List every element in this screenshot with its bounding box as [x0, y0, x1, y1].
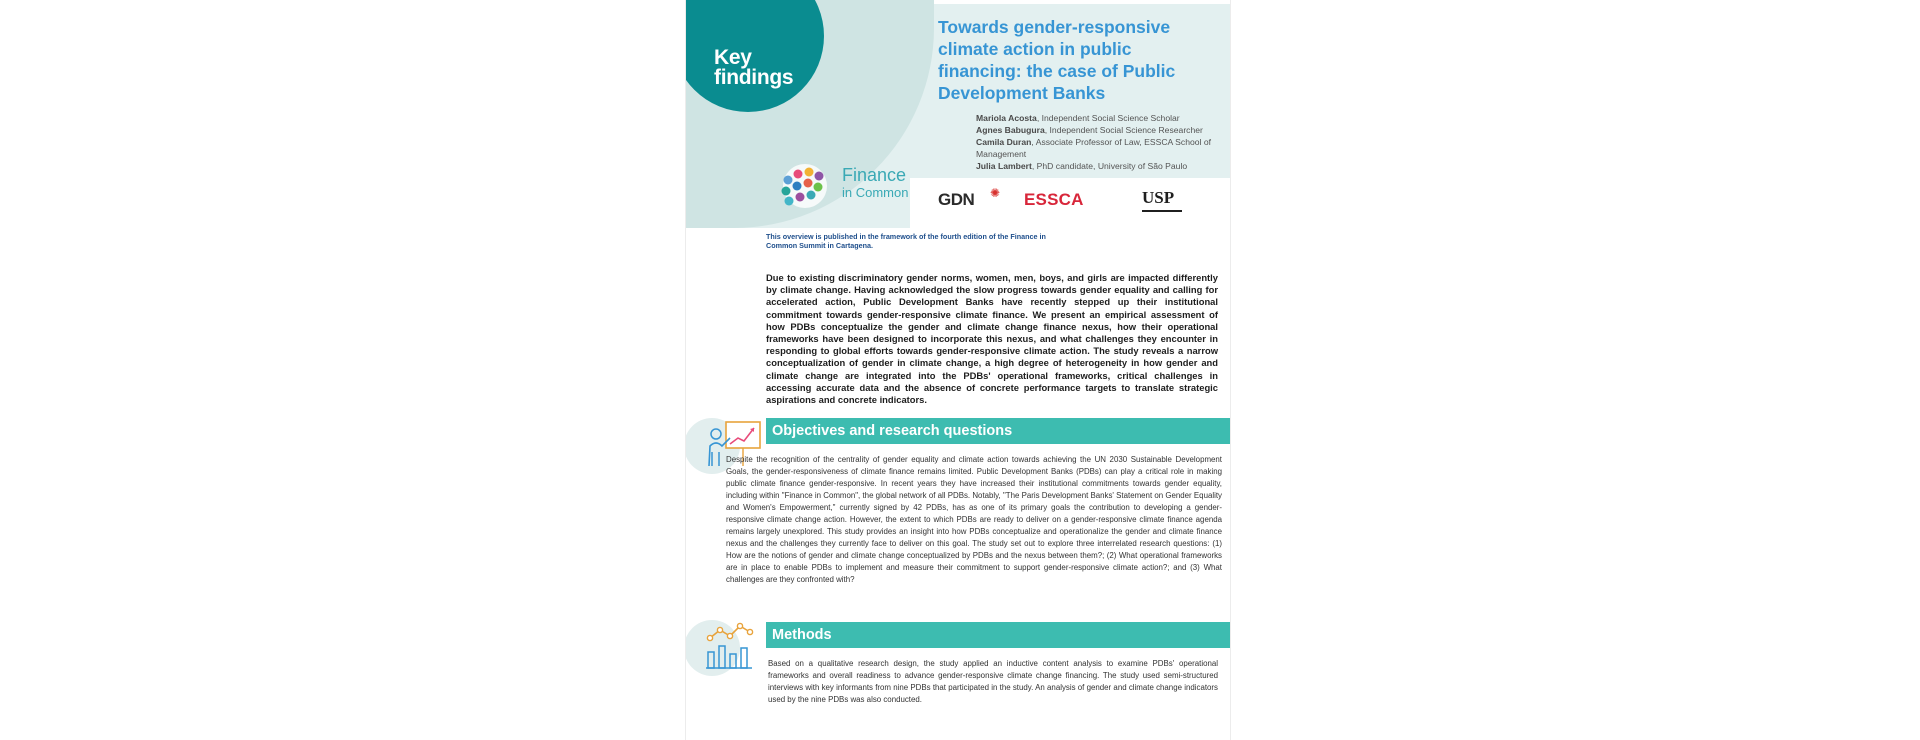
- author-list: [976, 112, 1220, 172]
- overview-note: This overview is published in the framework of the fourth edition of the Finance in Common Summit in Cartagena.: [766, 232, 1046, 250]
- document-title: Towards gender-responsive climate action in public financing: the case of Public Development Banks: [938, 17, 1176, 103]
- objectives-paragraph: Despite the recognition of the centrality of gender equality and climate action towards achieving the UN 2030 Sustainable Development Goals, the gender-responsiveness of climate finance remains limited. Public Development Banks (PDBs) can play a critical role in making public climate finance gender-responsive. In recent years they have increased their institutional commitments towards gender equality, including within "Finance in Common", the global network of all PDBs. Notably, "The Paris Development Banks' Statement on Gender Equality and Women's Empowerment," currently signed by 42 PDBs, has as one of its primary goals the contribution to developing a gender-responsive climate change action. However, the extent to which PDBs are ready to deliver on a gender-responsive climate finance agenda remains largely unexplored. This study provides an insight into how PDBs conceptualize and operationalize the gender and climate finance nexus and the challenges they currently face to deliver on this goal. The study set out to explore three interrelated research questions: (1) How are the notions of gender and climate change conceptualized by PDBs and the nexus between them?; (2) What operational frameworks are in place to enable PDBs to implement and measure their commitment to support gender-responsive climate action?; and (3) What challenges are they confronted with?: [726, 455, 1222, 584]
- section-title: Objectives and research questions: [772, 423, 1013, 439]
- logo-sub: in Common: [842, 185, 909, 200]
- document-page: [686, 0, 1230, 740]
- author-item: Mariola Acosta, Independent Social Science Scholar: [976, 113, 1180, 123]
- usp-logo-underline: [1142, 210, 1182, 212]
- author-item: Julia Lambert, PhD candidate, University of São Paulo: [976, 161, 1188, 171]
- author-item: Agnes Babugura, Independent Social Science Researcher: [976, 125, 1203, 135]
- abstract-paragraph: Due to existing discriminatory gender norms, women, men, boys, and girls are impacted differently by climate change. Having acknowledged the slow progress towards gender equality and calling for accelerated action, Public Development Banks have recently stepped up their institutional commitment towards gender-responsive climate finance. We present an empirical assessment of how PDBs conceptualize the gender and climate change finance nexus, how their operational frameworks have been designed to incorporate this nexus, and what challenges they encounter in responding to global efforts towards gender-responsive climate action. The study reveals a narrow conceptualization of gender in climate change, a high degree of heterogeneity in how gender and climate change are integrated into the PDBs' operational frameworks, critical challenges in accessing accurate data and the absence of concrete performance targets to translate strategic aspirations and concrete indicators.: [766, 272, 1218, 406]
- key-findings-title: Key findings: [714, 46, 794, 89]
- gdn-logo: GDN: [938, 190, 975, 209]
- methods-paragraph: Based on a qualitative research design, the study applied an inductive content analysis to examine PDBs' operational frameworks and overall readiness to advance gender-responsive climate change financing. The study used semi-structured interviews with key informants from nine PDBs that participated in the study. An analysis of gender and climate change indicators used by the nine PDBs was also conducted.: [768, 659, 1218, 704]
- gdn-sun-icon: ✺: [990, 186, 1001, 200]
- section-title: Methods: [772, 627, 832, 643]
- usp-logo: USP: [1142, 188, 1175, 207]
- section-header-objectives: [766, 418, 1230, 444]
- chart-icon: [704, 622, 760, 670]
- logo-name: Finance: [842, 165, 907, 185]
- section-header-methods: [766, 622, 1230, 648]
- partner-logos: [910, 178, 1230, 228]
- author-item: Camila Duran, Associate Professor of Law, ESSCA School of Management: [976, 137, 1212, 159]
- essca-logo: ESSCA: [1024, 190, 1084, 209]
